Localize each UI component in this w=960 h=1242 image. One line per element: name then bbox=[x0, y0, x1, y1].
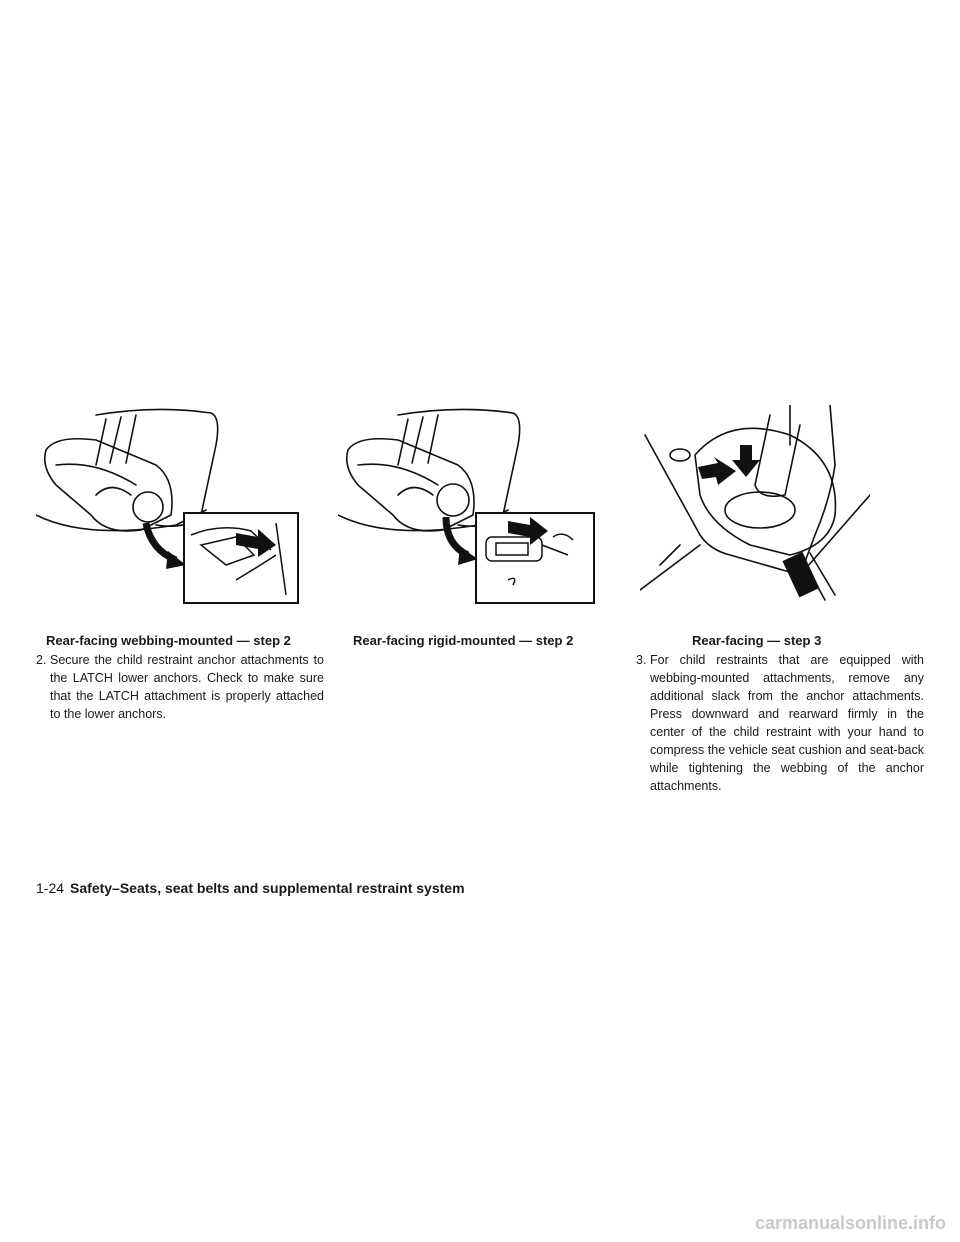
figure-webbing-mounted bbox=[36, 405, 306, 605]
step-text: Secure the child restraint anchor attachments to the LATCH lower anchors. Check to make sure that the LATCH attachment is properly attached to the lower anchors. bbox=[50, 653, 324, 721]
figure-caption: Rear-facing rigid-mounted — step 2 bbox=[353, 633, 574, 648]
rigid-mounted-illustration bbox=[338, 405, 608, 605]
page-footer bbox=[36, 880, 465, 896]
figure-rigid-mounted bbox=[338, 405, 608, 605]
figure-step-3 bbox=[640, 405, 870, 605]
figure-caption: Rear-facing — step 3 bbox=[692, 633, 822, 648]
step-3 bbox=[636, 651, 924, 795]
page-number: 1-24 bbox=[36, 880, 65, 896]
figure-caption: Rear-facing webbing-mounted — step 2 bbox=[46, 633, 291, 648]
step-3-illustration bbox=[640, 405, 870, 605]
webbing-mounted-illustration bbox=[36, 405, 306, 605]
watermark: carmanualsonline.info bbox=[754, 1213, 946, 1233]
step-number: 3. bbox=[636, 653, 647, 667]
step-2 bbox=[36, 651, 324, 723]
step-number: 2. bbox=[36, 653, 47, 667]
step-text: For child restraints that are equipped with webbing-mounted attachments, remove any additional slack from the anchor attachments. Press downward and rearward firmly in the center of the child restraint with your hand to compress the vehicle seat cushion and seat-back while tightening the webbing of the anchor attachments. bbox=[650, 653, 924, 793]
section-title: Safety–Seats, seat belts and supplemental restraint system bbox=[70, 880, 465, 896]
